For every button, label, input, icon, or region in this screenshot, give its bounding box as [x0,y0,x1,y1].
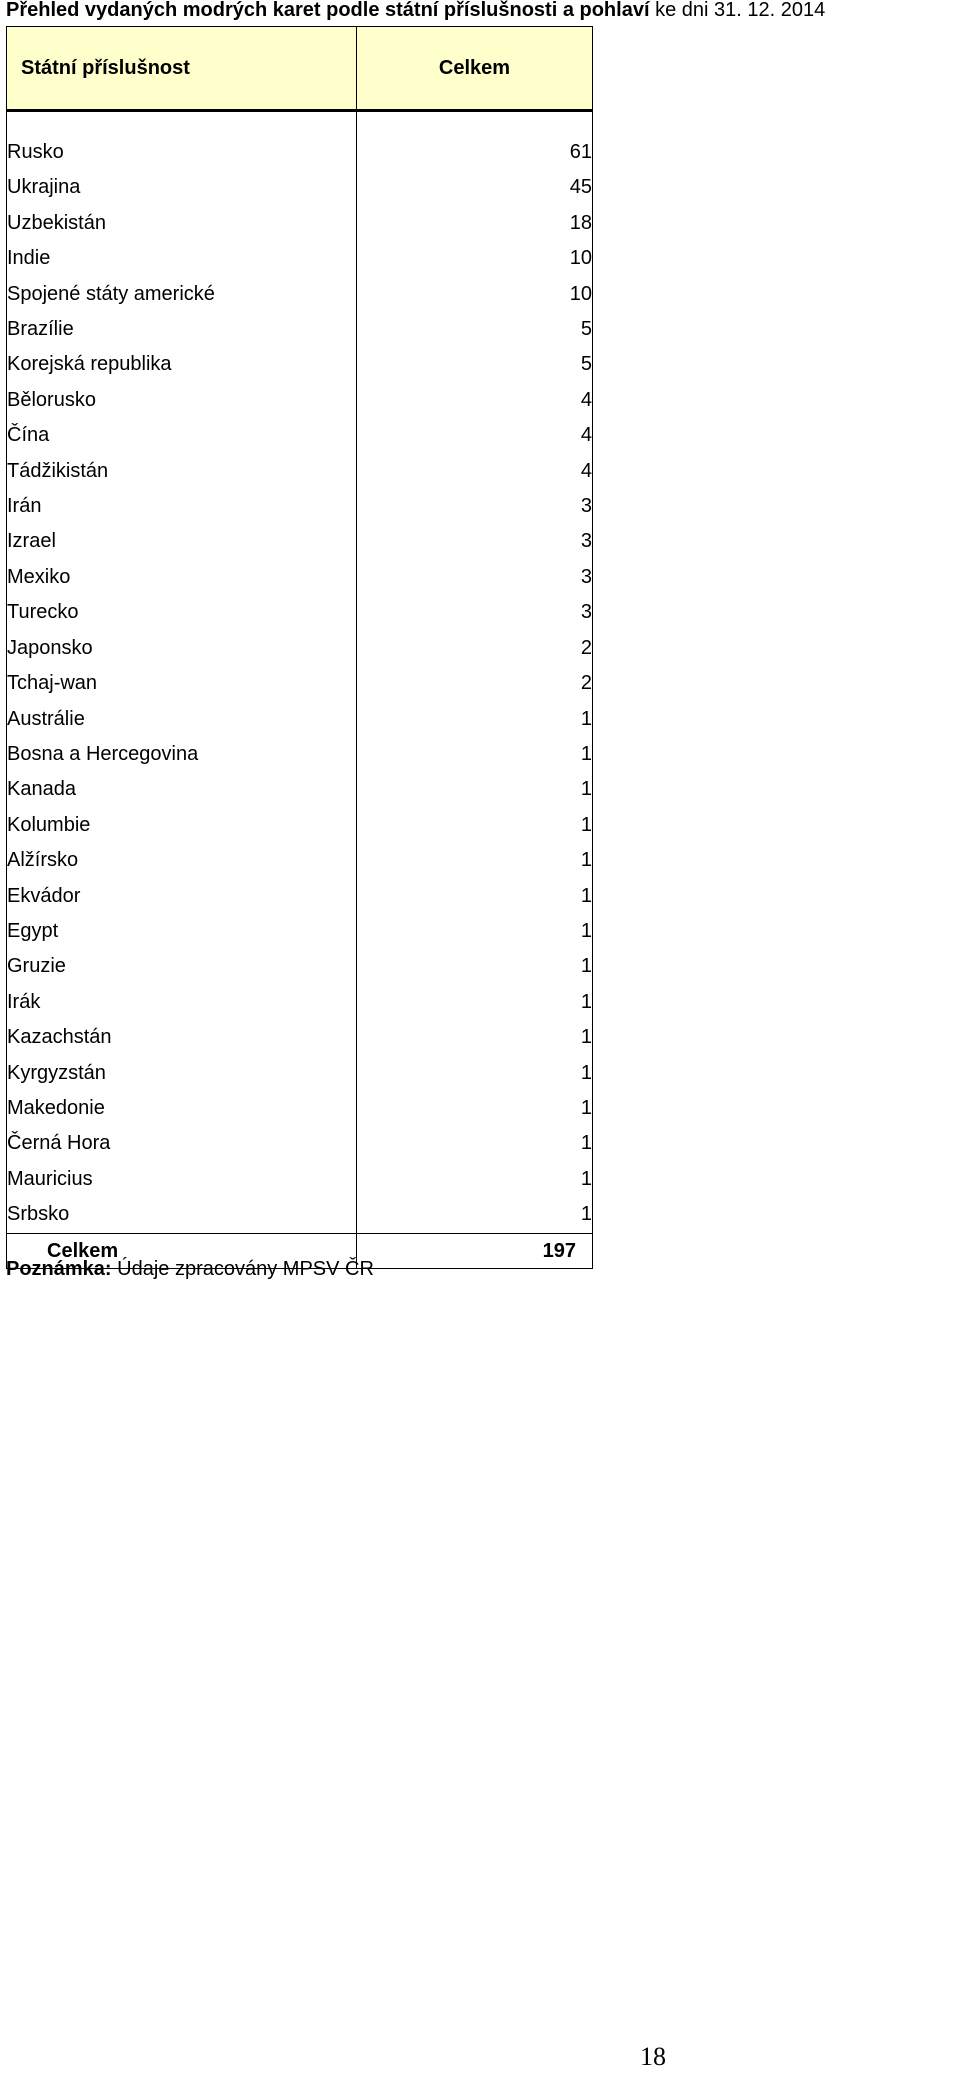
count-cell: 1 [357,985,593,1020]
table-row [7,595,593,630]
table-header-row [7,27,593,111]
country-cell: Kyrgyzstán [7,1056,357,1091]
table-row [7,560,593,595]
country-cell: Turecko [7,595,357,630]
table-row [7,772,593,807]
table-row [7,737,593,772]
total-value: 197 [357,1233,593,1268]
country-cell: Uzbekistán [7,206,357,241]
table-row [7,879,593,914]
count-cell: 1 [357,1197,593,1233]
country-cell: Tádžikistán [7,454,357,489]
table-row [7,170,593,205]
table-row [7,1126,593,1161]
table-row [7,347,593,382]
count-cell: 3 [357,595,593,630]
count-cell: 1 [357,1162,593,1197]
count-cell: 3 [357,560,593,595]
count-cell: 1 [357,843,593,878]
count-cell: 1 [357,914,593,949]
page-number: 18 [640,2042,666,2071]
count-cell: 1 [357,1091,593,1126]
country-cell: Makedonie [7,1091,357,1126]
header-country: Státní příslušnost [7,27,357,111]
count-cell: 1 [357,702,593,737]
count-cell: 1 [357,772,593,807]
spacer-cell [357,111,593,136]
country-cell: Gruzie [7,949,357,984]
table-row [7,1020,593,1055]
country-cell: Austrálie [7,702,357,737]
table-row [7,489,593,524]
count-cell: 5 [357,312,593,347]
table-row [7,312,593,347]
country-cell: Izrael [7,524,357,559]
count-cell: 1 [357,1020,593,1055]
table-row [7,277,593,312]
country-cell: Ekvádor [7,879,357,914]
table-row [7,985,593,1020]
header-total: Celkem [357,27,593,111]
footnote-label: Poznámka: [6,1258,112,1280]
country-cell: Spojené státy americké [7,277,357,312]
table-row [7,808,593,843]
count-cell: 18 [357,206,593,241]
table-row [7,1056,593,1091]
country-cell: Japonsko [7,631,357,666]
country-cell: Rusko [7,135,357,170]
country-cell: Irák [7,985,357,1020]
count-cell: 1 [357,879,593,914]
count-cell: 45 [357,170,593,205]
country-cell: Kolumbie [7,808,357,843]
table-row [7,135,593,170]
country-cell: Ukrajina [7,170,357,205]
blue-cards-table [6,26,593,1269]
country-cell: Alžírsko [7,843,357,878]
country-cell: Bosna a Hercegovina [7,737,357,772]
country-cell: Indie [7,241,357,276]
count-cell: 3 [357,524,593,559]
table-spacer [7,111,593,136]
country-cell: Brazílie [7,312,357,347]
count-cell: 1 [357,1056,593,1091]
table-body [7,135,593,1233]
table-row [7,702,593,737]
table-row [7,1091,593,1126]
table-row [7,454,593,489]
count-cell: 61 [357,135,593,170]
table-row [7,631,593,666]
country-cell: Tchaj-wan [7,666,357,701]
count-cell: 4 [357,454,593,489]
footnote-text: Údaje zpracovány MPSV ČR [111,1258,374,1280]
footnote [6,1257,374,1281]
count-cell: 1 [357,808,593,843]
country-cell: Srbsko [7,1197,357,1233]
count-cell: 4 [357,418,593,453]
table-row [7,418,593,453]
table-row [7,666,593,701]
country-cell: Kanada [7,772,357,807]
count-cell: 1 [357,737,593,772]
table-row [7,206,593,241]
country-cell: Egypt [7,914,357,949]
country-cell: Kazachstán [7,1020,357,1055]
count-cell: 3 [357,489,593,524]
country-cell: Mauricius [7,1162,357,1197]
title-main: Přehled vydaných modrých karet podle státní příslušnosti a pohlaví [6,0,650,20]
title-date: ke dni 31. 12. 2014 [649,0,826,20]
country-cell: Korejská republika [7,347,357,382]
table-row [7,1197,593,1233]
count-cell: 1 [357,949,593,984]
total-label: Celkem [7,1233,357,1268]
count-cell: 10 [357,277,593,312]
count-cell: 1 [357,1126,593,1161]
spacer-cell [7,111,357,136]
table-row [7,914,593,949]
country-cell: Mexiko [7,560,357,595]
table-row [7,843,593,878]
table-row [7,524,593,559]
table-row [7,949,593,984]
country-cell: Irán [7,489,357,524]
count-cell: 2 [357,666,593,701]
document-title [6,0,956,20]
country-cell: Bělorusko [7,383,357,418]
table-row [7,383,593,418]
table-row [7,241,593,276]
table-row [7,1162,593,1197]
spacer-row [7,111,593,136]
count-cell: 2 [357,631,593,666]
country-cell: Čína [7,418,357,453]
count-cell: 4 [357,383,593,418]
country-cell: Černá Hora [7,1126,357,1161]
count-cell: 5 [357,347,593,382]
count-cell: 10 [357,241,593,276]
